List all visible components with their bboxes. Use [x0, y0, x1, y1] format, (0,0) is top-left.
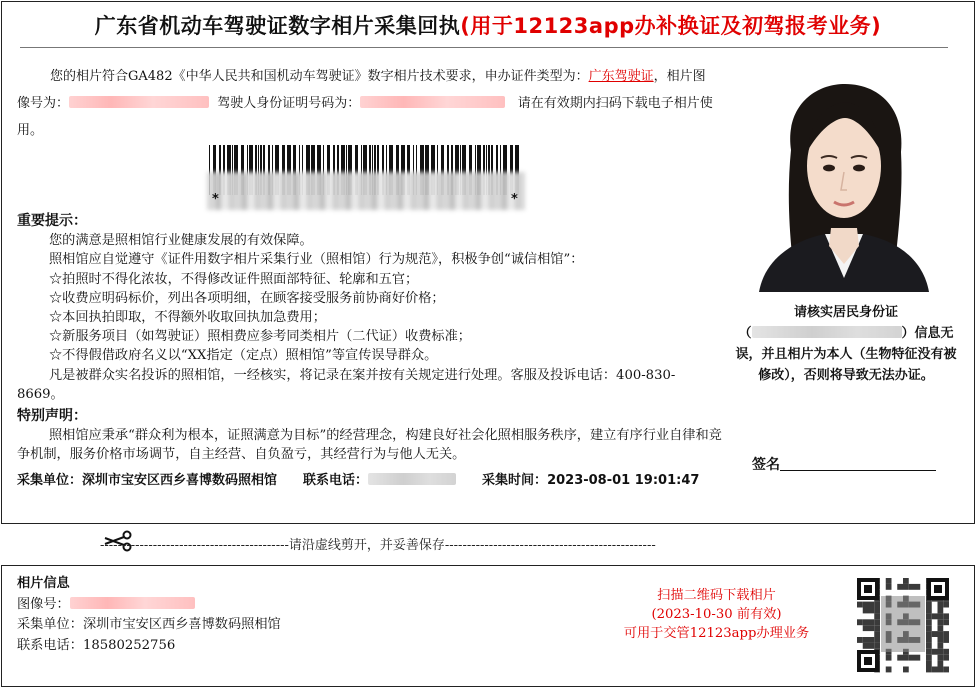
qr-cell — [926, 631, 932, 637]
qr-cell — [932, 667, 938, 673]
receipt-title — [2, 10, 974, 40]
important-line: ☆不得假借政府名义以“XX指定（定点）照相馆”等宣传误导群众。 — [49, 348, 438, 364]
qr-cell — [938, 661, 944, 667]
collection-info-row: 采集单位：深圳市宝安区西乡喜博数码照相馆 联系电话： 采集时间：2023-08-01 19:01:47 — [17, 473, 700, 488]
photo-info-stub — [1, 565, 975, 687]
qr-cell — [886, 578, 892, 584]
qr-cell — [932, 613, 938, 619]
qr-cell — [926, 643, 932, 649]
important-line: 照相馆应自觉遵守《证件用数字相片采集行业（照相馆）行为规范》，积极争创“诚信相馆”： — [49, 252, 584, 268]
qr-cell — [926, 649, 932, 655]
qr-cell — [874, 643, 880, 649]
qr-cell — [869, 637, 875, 643]
important-line: ☆拍照时不得化浓妆，不得修改证件照面部特征、轮廓和五官； — [49, 271, 419, 287]
important-heading: 重要提示： — [17, 213, 87, 229]
qr-cell — [943, 619, 949, 625]
important-line: ☆收费应明码标价，列出各项明细，在顾客接受服务前协商好价格； — [49, 290, 445, 306]
qr-cell — [926, 608, 932, 614]
special-text: 照相馆应秉承“群众利为根本，证照满意为目标”的经营理念，构建良好社会化照相服务秩序，建立有序行业自律和竞争机制，服务价格市场调节，自主经营、自负盈亏，其经营行为与他人无关。 — [17, 428, 722, 463]
qr-cell — [932, 631, 938, 637]
qr-cell — [886, 667, 892, 673]
id-photo — [755, 78, 933, 292]
redacted-stub-image-number — [70, 597, 195, 609]
qr-cell — [926, 667, 932, 673]
qr-cell — [874, 619, 880, 625]
signature-line — [780, 456, 936, 471]
collection-time: 2023-08-01 19:01:47 — [547, 473, 700, 488]
qr-cell — [869, 602, 875, 608]
qr-code[interactable] — [855, 576, 951, 674]
title-divider — [20, 47, 948, 48]
qr-cell — [926, 625, 932, 631]
qr-cell — [869, 643, 875, 649]
qr-cell — [874, 602, 880, 608]
notes-section — [17, 212, 722, 465]
qr-cell — [903, 578, 909, 584]
qr-cell — [863, 602, 869, 608]
qr-cell — [903, 667, 909, 673]
qr-cell — [926, 661, 932, 667]
intro-paragraph: 您的相片符合GA482《中华人民共和国机动车驾驶证》数字相片技术要求，申办证件类型为：广东驾驶证，相片图像号为： 驾驶人身份证明号码为： 请在有效期内扫码下载电子相片使用。 — [17, 69, 713, 138]
qr-cell — [943, 637, 949, 643]
qr-cell — [863, 619, 869, 625]
stub-info: 相片信息 图像号： 采集单位：深圳市宝安区西乡喜博数码照相馆 联系电话：18580252756 — [17, 576, 281, 653]
qr-cell — [897, 655, 903, 661]
qr-cell — [874, 625, 880, 631]
qr-cell — [926, 655, 932, 661]
qr-cell — [943, 667, 949, 673]
cut-instruction: -------------------------------------------请沿虚线剪开，并妥善保存------------------------------------------------ — [100, 538, 656, 553]
barcode-end-star: * — [511, 192, 518, 207]
important-line: 您的满意是照相馆行业健康发展的有效保障。 — [49, 233, 313, 249]
qr-cell — [938, 602, 944, 608]
title-main: 广东省机动车驾驶证数字相片采集回执 — [94, 14, 461, 38]
qr-cell — [926, 613, 932, 619]
qr-cell — [857, 602, 863, 608]
qr-cell — [932, 649, 938, 655]
redacted-id-card — [752, 326, 902, 338]
qr-cell — [926, 637, 932, 643]
qr-cell — [938, 613, 944, 619]
qr-cell — [869, 608, 875, 614]
stub-phone: 18580252756 — [82, 637, 176, 653]
qr-cell — [938, 667, 944, 673]
qr-cell — [938, 637, 944, 643]
qr-cell — [938, 625, 944, 631]
qr-cell — [938, 631, 944, 637]
title-subtitle: (用于12123app办补换证及初驾报考业务) — [460, 14, 882, 38]
qr-cell — [863, 643, 869, 649]
qr-cell — [874, 613, 880, 619]
receipt-main — [1, 1, 975, 524]
qr-cell — [863, 608, 869, 614]
verify-notice: 请核实居民身份证 （ ）信息无误，并且相片为本人（生物特征没有被修改），否则将导致无法办证。 — [735, 305, 957, 383]
qr-cell — [903, 655, 909, 661]
barcode-redaction — [207, 172, 525, 210]
qr-cell — [938, 649, 944, 655]
qr-cell — [938, 643, 944, 649]
qr-cell — [909, 584, 915, 590]
qr-cell — [915, 584, 921, 590]
qr-cell — [943, 631, 949, 637]
collection-unit: 深圳市宝安区西乡喜博数码照相馆 — [82, 473, 278, 488]
qr-cell — [886, 584, 892, 590]
special-heading: 特别声明： — [17, 408, 87, 425]
qr-cell — [897, 584, 903, 590]
qr-cell — [926, 619, 932, 625]
redacted-phone — [368, 473, 456, 485]
important-line: ☆本回执拍即取，不得额外收取回执加急费用； — [49, 310, 326, 326]
qr-cell — [886, 655, 892, 661]
qr-cell — [915, 655, 921, 661]
qr-cell — [863, 637, 869, 643]
qr-cell — [903, 584, 909, 590]
qr-cell — [926, 602, 932, 608]
qr-cell — [938, 655, 944, 661]
qr-cell — [938, 608, 944, 614]
qr-cell — [874, 608, 880, 614]
stub-heading: 相片信息 — [17, 576, 70, 591]
complaint-text: 凡是被群众实名投诉的照相馆，一经核实，将记录在案并按有关规定进行处理。客服及投诉电话：400-830-8669。 — [17, 367, 676, 402]
qr-cell — [874, 637, 880, 643]
signature-field: 签名 — [752, 454, 936, 474]
redacted-image-number — [69, 96, 209, 108]
qr-cell — [869, 619, 875, 625]
qr-cell — [857, 619, 863, 625]
redacted-id-number — [360, 96, 505, 108]
qr-cell — [863, 625, 869, 631]
important-line: ☆新服务项目（如驾驶证）照相费应参考同类相片（二代证）收费标准； — [49, 329, 471, 345]
barcode-start-star: * — [212, 192, 219, 207]
qr-cell — [869, 625, 875, 631]
qr-cell — [874, 631, 880, 637]
qr-cell — [943, 602, 949, 608]
qr-cell — [943, 655, 949, 661]
qr-cell — [909, 655, 915, 661]
qr-cell — [943, 649, 949, 655]
qr-cell — [938, 619, 944, 625]
qr-cell — [857, 637, 863, 643]
qr-cell — [943, 613, 949, 619]
stub-unit: 深圳市宝安区西乡喜博数码照相馆 — [82, 617, 281, 632]
license-type-link[interactable]: 广东驾驶证 — [588, 69, 654, 84]
scan-instructions: 扫描二维码下载相片 (2023-10-30 前有效) 可用于交管12123app办理业务 — [623, 588, 810, 641]
